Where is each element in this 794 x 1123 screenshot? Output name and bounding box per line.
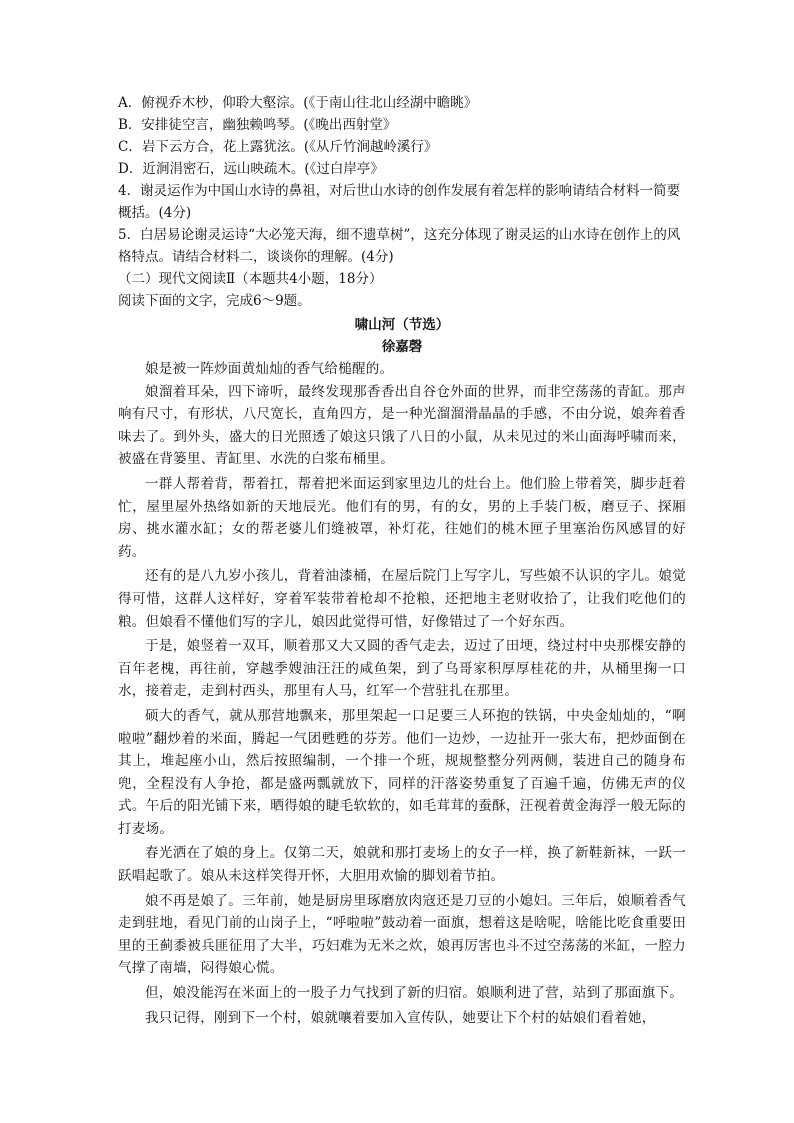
article-paragraph: 我只记得，刚到下一个村，娘就嚷着要加入宣传队，她要让下个村的姑娘们看着她， [145,1009,656,1026]
article-paragraph: 娘是被一阵炒面黄灿灿的香气给槌醒的。 [145,361,394,377]
question-4: 4．谢灵运作为中国山水诗的鼻祖，对后世山水诗的创作发展有着怎样的影响请结合材料一简要概括。(4分) [118,183,681,221]
article-paragraph: 于是，娘竖着一双耳，顺着那又大又圆的香气走去，迈过了田埂，绕过村中央那棵安静的百年老槐，再往前，穿越季嫂油汪汪的咸鱼架，到了乌哥家积厚厚桂花的井，从桶里掬一口水，接着走，走到村西头，那里有人马，红军一个营驻扎在那里。 [118,638,686,700]
article-title: 啸山河（节选） [354,317,450,333]
article-paragraph: 春光洒在了娘的身上。仅第二天，娘就和那打麦场上的女子一样，换了新鞋新袜，一跃一跃唱起歌了。娘从未这样笑得开怀，大胆用欢愉的脚划着节拍。 [118,845,686,885]
option-d: D．近涧涓密石，远山映疏木。(《过白岸亭》 [118,161,384,177]
article-paragraph: 硕大的香气，就从那营地飘来，那里架起一口足要三人环抱的铁锅，中央金灿灿的，“啊啦啦”翻炒着的米面，腾起一气团甦甦的芬芳。他们一边炒，一边扯开一张大布，把炒面倒在其上，堆起座小山，然后按照编制，一个排一个班，规规整整分列两侧，装进自己的随身布兜，全程没有人争抢，都是盛两瓢就放下，同样的汗落姿势重复了百遍千遍，仿佛无声的仪式。午后的阳光铺下来，晒得娘的睫毛软软的，如毛茸茸的蚕酥，汪视着黄金海浮一般无际的打麦场。 [118,707,686,837]
article-paragraph: 一群人帮着背，帮着扛，帮着把米面运到家里边儿的灶台上。他们脸上带着笑，脚步赶着忙，屋里屋外热络如新的天地辰光。他们有的男，有的女，男的上手装门板，磨豆子、探厢房、挑水灌水缸；女的帮老婆儿们缝被罩，补灯花，往她们的桃木匣子里塞治伤风感冒的好药。 [118,475,686,560]
article-author: 徐嘉磬 [381,339,423,355]
question-5: 5．白居易论谢灵运诗“大必笼天海，细不遗草树”，这充分体现了谢灵运的山水诗在创作上的风格特点。请结合材料二，谈谈你的理解。(4分) [118,227,681,265]
article-paragraph: 但，娘没能泻在米面上的一股子力气找到了新的归宿。娘顺利进了营，站到了那面旗下。 [145,985,684,1002]
article-paragraph: 娘溜着耳朵，四下谛听，最终发现那香香出自谷仓外面的世界，而非空荡荡的青缸。那声响有尺寸，有形状，八尺宽长，直角四方，是一种光溜溜滑晶晶的手感，不由分说，娘奔着香味去了。到外头，盛大的日光照透了娘这只饿了八日的小鼠，从未见过的米山面海呼啸而来，被盛在背篓里、青缸里、水洗的白浆布桶里。 [118,383,686,468]
option-c: C．岩下云方合，花上露犹泫。(《从斤竹涧越岭溪行》 [118,139,438,155]
section-instruction: 阅读下面的文字，完成6～9题。 [118,293,311,309]
option-b: B．安排徒空言，幽独赖鸣琴。(《晚出西射堂》 [118,117,397,133]
article-paragraph: 还有的是八九岁小孩儿，背着油漆桶，在屋后院门上写字儿，写些娘不认识的字儿。娘觉得可惜，这群人这样好，穿着军装带着枪却不抢粮，还把地主老财收拾了，让我们吃他们的粮。但娘看不懂他们写的字儿，娘因此觉得可惜，好像错过了一个好东西。 [118,568,686,630]
option-a: A．俯视乔木杪，仰聆大壑淙。(《于南山往北山经湖中瞻眺》 [118,95,478,111]
document-page [118,92,686,1029]
section-heading: （二）现代文阅读Ⅱ（本题共4小题，18分） [118,271,383,287]
article-paragraph: 娘不再是娘了。三年前，她是厨房里琢磨放肉寇还是刀豆的小媳妇。三年后，娘顺着香气走到驻地，看见门前的山岗子上，“呼啦啦”鼓动着一面旗，想着这是啥呢，啥能比吃食重要田里的王蓟黍被兵匪征用了大半，巧妇难为无米之炊，娘再厉害也斗不过空荡荡的米缸，一腔力气撑了南墙，闷得娘心慌。 [118,892,686,977]
